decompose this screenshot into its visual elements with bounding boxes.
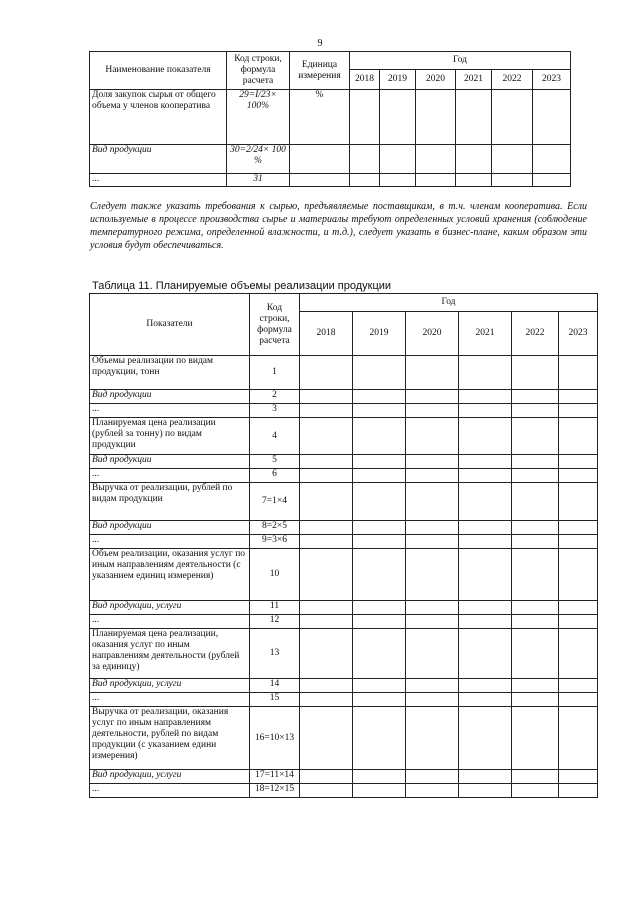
row-code: 8=2×5: [250, 521, 300, 535]
year-cell: [559, 535, 598, 549]
table-row: [90, 770, 598, 784]
year-cell: [512, 455, 559, 469]
year-cell: [300, 455, 353, 469]
table-row: [90, 483, 598, 521]
year-cell: [512, 469, 559, 483]
year-cell: [459, 390, 512, 404]
table-row: [90, 629, 598, 679]
table-row: [90, 404, 598, 418]
year-cell: [300, 483, 353, 521]
table-row: [90, 679, 598, 693]
year-cell: [300, 615, 353, 629]
year-cell: [406, 770, 459, 784]
header-year-2023: 2023: [559, 312, 598, 356]
row-code: 13: [250, 629, 300, 679]
table-row: [90, 469, 598, 483]
table-row: [90, 356, 598, 390]
row-code: 9=3×6: [250, 535, 300, 549]
year-cell: [300, 784, 353, 798]
year-cell: [559, 521, 598, 535]
table-row: [90, 418, 598, 455]
year-cell: [406, 521, 459, 535]
header-year-2018: 2018: [300, 312, 353, 356]
year-cell: [406, 469, 459, 483]
row-code: 6: [250, 469, 300, 483]
row-name: Объем реализации, оказания услуг по иным направлениям деятельности (с указанием единиц измерения): [90, 549, 250, 601]
year-cell: [353, 483, 406, 521]
table-row: [90, 549, 598, 601]
year-cell: [353, 404, 406, 418]
table-row: [90, 455, 598, 469]
year-cell: [300, 601, 353, 615]
year-cell: [353, 356, 406, 390]
header-year-2020: 2020: [416, 70, 456, 90]
header-year-2021: 2021: [459, 312, 512, 356]
row-name: Вид продукции, услуги: [90, 770, 250, 784]
year-cell: [406, 549, 459, 601]
year-cell: [300, 469, 353, 483]
year-cell: [512, 707, 559, 770]
header-year-2023: 2023: [533, 70, 571, 90]
year-cell: [559, 390, 598, 404]
row-name: Планируемая цена реализации (рублей за тонну) по видам продукции: [90, 418, 250, 455]
year-cell: [300, 679, 353, 693]
year-cell: [459, 455, 512, 469]
year-cell: [353, 418, 406, 455]
year-cell: [406, 535, 459, 549]
year-cell: [300, 356, 353, 390]
header-year-2018: 2018: [350, 70, 380, 90]
year-cell: [559, 601, 598, 615]
year-cell: [406, 629, 459, 679]
header-year-2021: 2021: [456, 70, 492, 90]
year-cell: [406, 693, 459, 707]
row-code: 15: [250, 693, 300, 707]
row-unit: %: [290, 90, 350, 145]
year-cell: [353, 693, 406, 707]
year-cell: [459, 784, 512, 798]
year-cell: [512, 390, 559, 404]
header-year: Год: [300, 294, 598, 312]
year-cell: [300, 693, 353, 707]
year-cell: [512, 404, 559, 418]
row-code: 4: [250, 418, 300, 455]
table-row: [90, 601, 598, 615]
row-name: Вид продукции: [90, 390, 250, 404]
row-code: 7=1×4: [250, 483, 300, 521]
year-cell: [406, 356, 459, 390]
year-cell: [353, 707, 406, 770]
table-row: [90, 707, 598, 770]
sales-volume-table: [89, 293, 598, 798]
row-code: 3: [250, 404, 300, 418]
year-cell: [459, 469, 512, 483]
year-cell: [406, 615, 459, 629]
row-code: 16=10×13: [250, 707, 300, 770]
year-cell: [559, 615, 598, 629]
year-cell: [406, 455, 459, 469]
year-cell: [512, 615, 559, 629]
row-code: 30=2/24× 100 %: [227, 145, 290, 174]
row-name: ...: [90, 615, 250, 629]
year-cell: [353, 770, 406, 784]
year-cell: [512, 418, 559, 455]
year-cell: [559, 455, 598, 469]
year-cell: [559, 629, 598, 679]
year-cell: [459, 629, 512, 679]
header-unit: Единица измерения: [290, 52, 350, 90]
row-name: Доля закупок сырья от общего объема у членов кооператива: [90, 90, 227, 145]
row-name: Объемы реализации по видам продукции, тонн: [90, 356, 250, 390]
row-name: Вид продукции: [90, 145, 227, 174]
year-cell: [300, 418, 353, 455]
year-cell: [559, 483, 598, 521]
row-name: ...: [90, 693, 250, 707]
header-year-2022: 2022: [492, 70, 533, 90]
year-cell: [459, 601, 512, 615]
row-code: 5: [250, 455, 300, 469]
year-cell: [300, 390, 353, 404]
year-cell: [406, 601, 459, 615]
year-cell: [406, 707, 459, 770]
year-cell: [559, 693, 598, 707]
year-cell: [406, 404, 459, 418]
row-name: ...: [90, 404, 250, 418]
year-cell: [353, 455, 406, 469]
requirements-note: Следует также указать требования к сырью, предъявляемые поставщикам, в т.ч. членам кооператива. Если используемые в процессе производства сырье и материалы требуют определенных условий хранения (соблюдение температурного режима, определенной влажности, и т.д.), следует указать в бизнес-плане, каким образом эти условия будут обеспечиваться.: [90, 201, 587, 251]
table-row: [90, 174, 571, 187]
year-cell: [512, 601, 559, 615]
table-row: [90, 615, 598, 629]
row-unit: [290, 145, 350, 174]
year-cell: [353, 629, 406, 679]
year-cell: [459, 404, 512, 418]
header-year-2019: 2019: [353, 312, 406, 356]
year-cell: [459, 549, 512, 601]
year-cell: [353, 679, 406, 693]
year-cell: [406, 679, 459, 693]
year-cell: [559, 770, 598, 784]
year-cell: [300, 629, 353, 679]
row-name: Вид продукции, услуги: [90, 601, 250, 615]
header-year: Год: [350, 52, 571, 70]
year-cell: [559, 707, 598, 770]
year-cell: [353, 535, 406, 549]
raw-materials-table: [89, 51, 571, 187]
year-cell: [353, 549, 406, 601]
year-cell: [300, 521, 353, 535]
year-cell: [406, 784, 459, 798]
row-code: 10: [250, 549, 300, 601]
page-number: 9: [317, 38, 323, 49]
table-row: [90, 521, 598, 535]
header-year-2022: 2022: [512, 312, 559, 356]
year-cell: [459, 615, 512, 629]
table-row: [90, 535, 598, 549]
table-row: [90, 693, 598, 707]
year-cell: [459, 535, 512, 549]
year-cell: [512, 521, 559, 535]
year-cell: [512, 549, 559, 601]
year-cell: [300, 549, 353, 601]
row-name: Вид продукции: [90, 455, 250, 469]
header-row-code: Код строки, формула расчета: [227, 52, 290, 90]
row-code: 2: [250, 390, 300, 404]
row-name: Вид продукции, услуги: [90, 679, 250, 693]
year-cell: [353, 521, 406, 535]
year-cell: [459, 521, 512, 535]
year-cell: [559, 356, 598, 390]
year-cell: [459, 483, 512, 521]
year-cell: [459, 679, 512, 693]
row-code: 1: [250, 356, 300, 390]
year-cell: [459, 770, 512, 784]
header-indicators: Показатели: [90, 294, 250, 356]
year-cell: [512, 356, 559, 390]
year-cell: [559, 549, 598, 601]
year-cell: [559, 469, 598, 483]
year-cell: [300, 707, 353, 770]
year-cell: [459, 418, 512, 455]
year-cell: [512, 629, 559, 679]
row-name: ...: [90, 784, 250, 798]
year-cell: [406, 390, 459, 404]
year-cell: [559, 418, 598, 455]
year-cell: [559, 404, 598, 418]
row-code: 18=12×15: [250, 784, 300, 798]
year-cell: [353, 784, 406, 798]
row-name: Выручка от реализации, рублей по видам продукции: [90, 483, 250, 521]
year-cell: [353, 390, 406, 404]
year-cell: [406, 418, 459, 455]
row-name: ...: [90, 535, 250, 549]
year-cell: [459, 693, 512, 707]
year-cell: [512, 535, 559, 549]
year-cell: [353, 469, 406, 483]
year-cell: [512, 679, 559, 693]
table-row: [90, 90, 571, 145]
row-name: Вид продукции: [90, 521, 250, 535]
year-cell: [512, 784, 559, 798]
table-caption: Таблица 11. Планируемые объемы реализации продукции: [92, 280, 392, 292]
year-cell: [459, 707, 512, 770]
row-name: Планируемая цена реализации, оказания услуг по иным направлениям деятельности (рублей за единицу): [90, 629, 250, 679]
header-year-2019: 2019: [380, 70, 416, 90]
year-cell: [300, 404, 353, 418]
header-row-code: Код строки, формула расчета: [250, 294, 300, 356]
year-cell: [300, 770, 353, 784]
year-cell: [353, 601, 406, 615]
row-code: 12: [250, 615, 300, 629]
year-cell: [353, 615, 406, 629]
row-code: 11: [250, 601, 300, 615]
year-cell: [559, 784, 598, 798]
table-row: [90, 145, 571, 174]
year-cell: [406, 483, 459, 521]
year-cell: [512, 693, 559, 707]
row-name: Выручка от реализации, оказания услуг по иным направлениям деятельности, рублей по видам продукции (с указанием едини измерения): [90, 707, 250, 770]
table-row: [90, 390, 598, 404]
row-code: 14: [250, 679, 300, 693]
header-year-2020: 2020: [406, 312, 459, 356]
row-code: 17=11×14: [250, 770, 300, 784]
row-name: ...: [90, 469, 250, 483]
year-cell: [559, 679, 598, 693]
row-unit: [290, 174, 350, 187]
year-cell: [300, 535, 353, 549]
table-row: [90, 784, 598, 798]
year-cell: [512, 483, 559, 521]
header-indicator-name: Наименование показателя: [90, 52, 227, 90]
row-code: 31: [227, 174, 290, 187]
year-cell: [512, 770, 559, 784]
row-name: ...: [90, 174, 227, 187]
row-code: 29=I/23× 100%: [227, 90, 290, 145]
year-cell: [459, 356, 512, 390]
